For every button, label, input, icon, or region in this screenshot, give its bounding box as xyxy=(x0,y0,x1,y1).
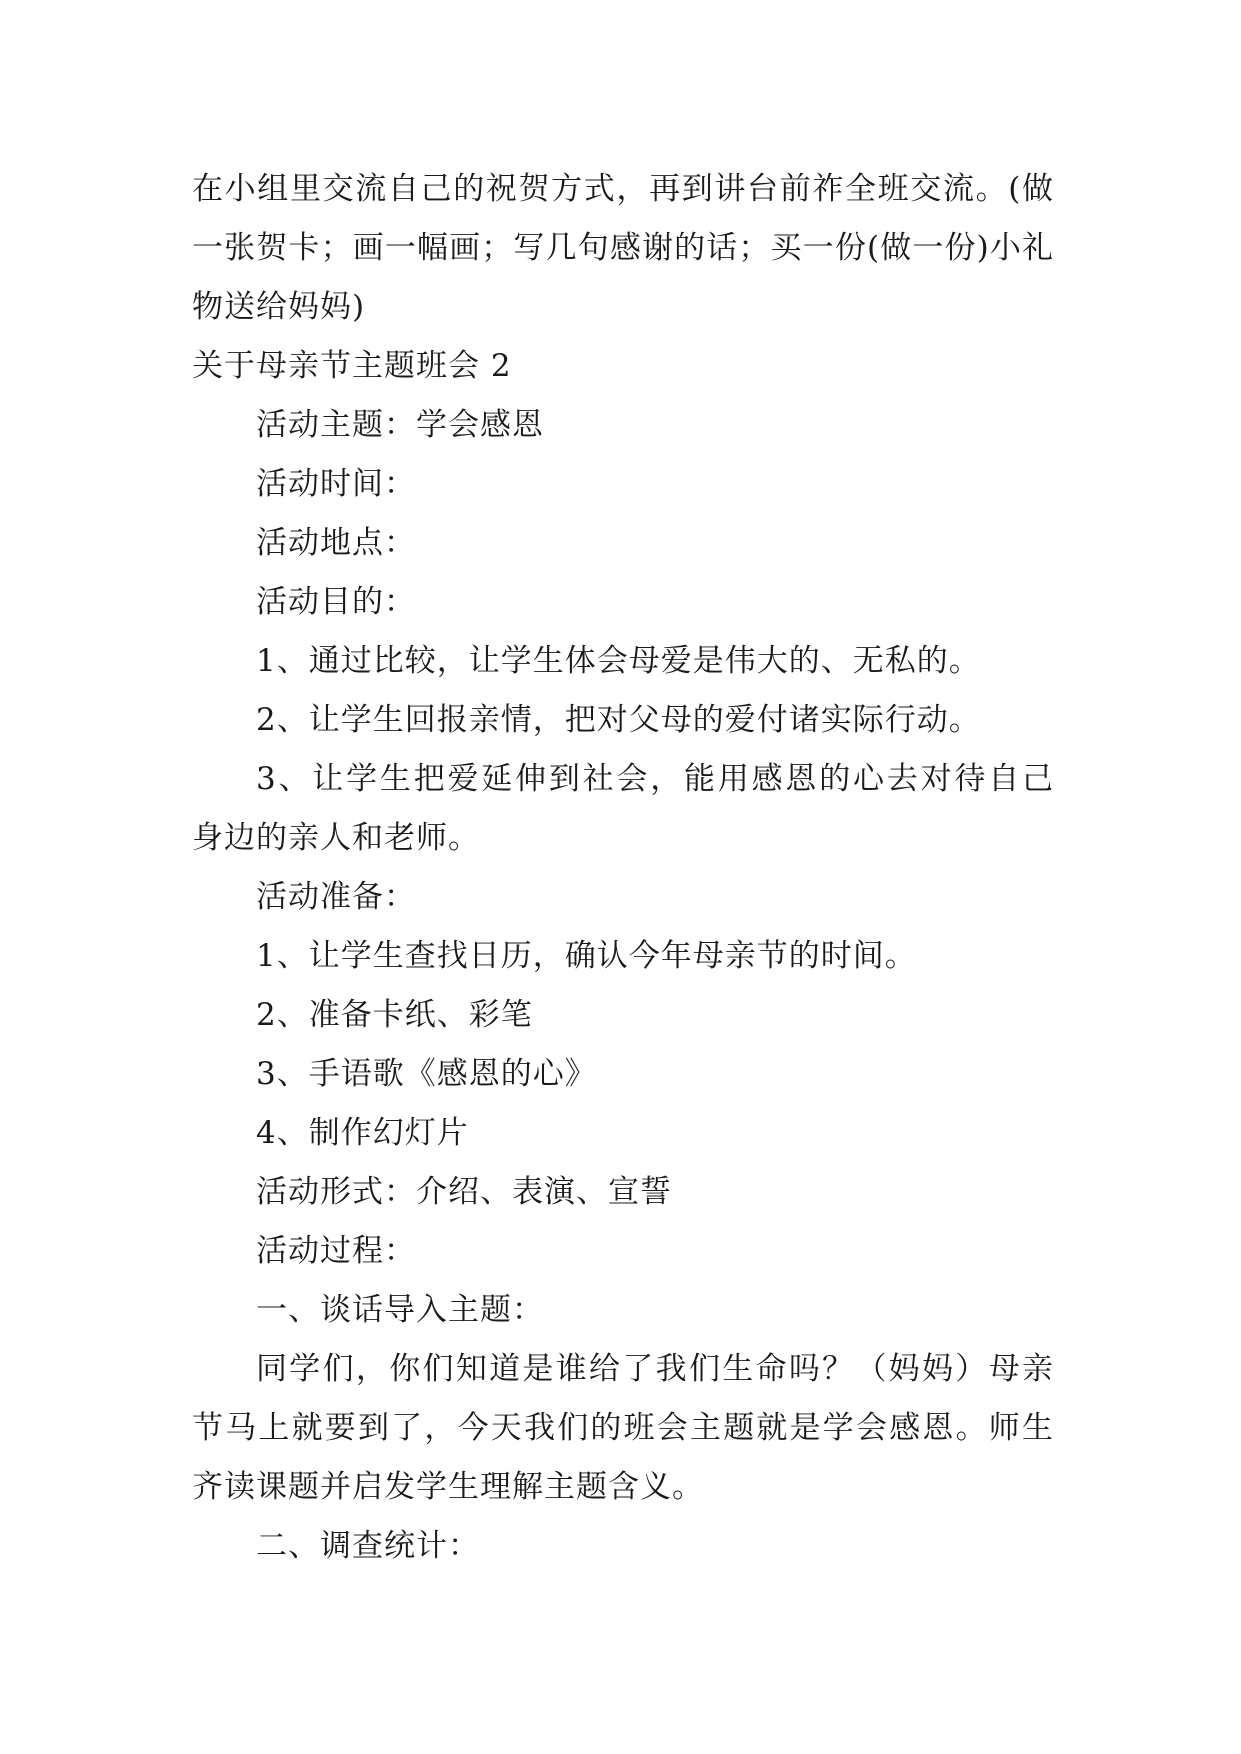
text-line: 齐读课题并启发学生理解主题含义。 xyxy=(192,1469,704,1505)
text-line: 活动时间： xyxy=(256,466,416,502)
text-line: 2、让学生回报亲情，把对父母的爱付诸实际行动。 xyxy=(256,702,981,738)
text-line: 3、手语歌《感恩的心》 xyxy=(256,1056,597,1092)
text-line: 活动目的： xyxy=(256,584,416,620)
text-line: 关于母亲节主题班会 2 xyxy=(192,348,512,384)
text-line: 3、让学生把爱延伸到社会，能用感恩的心去对待自己 xyxy=(256,761,1054,797)
text-line: 活动地点： xyxy=(256,525,416,561)
text-line: 活动准备： xyxy=(256,879,416,915)
text-line: 节马上就要到了，今天我们的班会主题就是学会感恩。师生 xyxy=(192,1410,1054,1446)
text-line: 物送给妈妈) xyxy=(192,289,366,325)
text-line: 2、准备卡纸、彩笔 xyxy=(256,997,533,1033)
text-line: 1、让学生查找日历，确认今年母亲节的时间。 xyxy=(256,938,917,974)
text-line: 一、谈话导入主题： xyxy=(256,1292,544,1328)
text-line: 同学们，你们知道是谁给了我们生命吗？（妈妈）母亲 xyxy=(256,1351,1054,1387)
text-line: 4、制作幻灯片 xyxy=(256,1115,469,1151)
document-page xyxy=(192,160,1054,1576)
text-line: 活动主题：学会感恩 xyxy=(256,407,544,443)
text-line: 活动过程： xyxy=(256,1233,416,1269)
text-line: 1、通过比较，让学生体会母爱是伟大的、无私的。 xyxy=(256,643,981,679)
text-line: 身边的亲人和老师。 xyxy=(192,820,480,856)
text-line: 一张贺卡；画一幅画；写几句感谢的话；买一份(做一份)小礼 xyxy=(192,230,1054,266)
text-line: 二、调查统计： xyxy=(256,1528,480,1564)
text-line: 活动形式：介绍、表演、宣誓 xyxy=(256,1174,672,1210)
text-line: 在小组里交流自己的祝贺方式，再到讲台前祚全班交流。(做 xyxy=(192,171,1054,207)
